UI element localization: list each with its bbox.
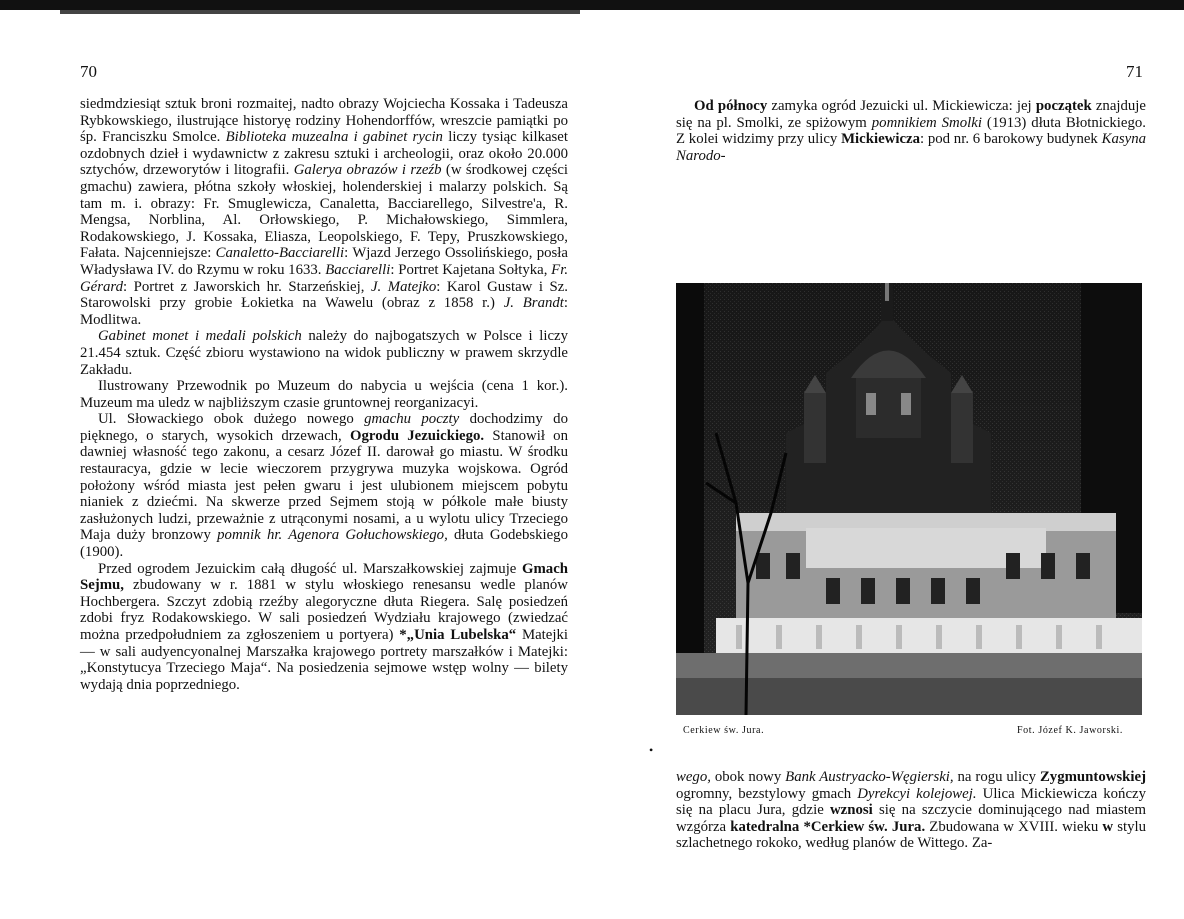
photo-st-george-cathedral — [676, 283, 1142, 715]
print-mark: • — [649, 743, 654, 757]
paragraph-north-side: Od północy zamyka ogród Jezuicki ul. Mickiewicza: jej początek znajduje się na pl. Smolki, ze spiżowym pomnikiem Smolki (1913) dłuta Błotnickiego. Z kolei widzimy przy ulicy Mickiewicza: pod nr. 6 barokowy budynek Kasyna Narodo- — [676, 98, 1146, 164]
paragraph-museum-collections: siedmdziesiąt sztuk broni rozmaitej, nadto obrazy Wojciecha Kossaka i Tadeusza Rybkowskiego, ilustrujące historyę rodziny Hohendorffów, wreszcie pamiątki po śp. Franciszku Smolce. Biblioteka muzealna i gabinet rycin liczy tysiąc kilkaset ozdobnych dzieł i wydawnictw z zakresu sztuki i archeologii, oraz około 20.000 sztychów, drzeworytów i litografii. Galerya obrazów i rzeźb (w środkowej części gmachu) zawiera, płótna szkoły włoskiej, holenderskiej i malarzy polskich. Są tam m. i. obrazy: Fr. Smuglewicza, Canaletta, Bacciarellego, Silvestre'a, R. Mengsa, Norblina, Al. Orłowskiego, P. Michałowskiego, Simmlera, Rodakowskiego, J. Kossaka, Eliasza, Leopolskiego, F. Tepy, Pruszkowskiego, Fałata. Najcenniejsze: Canaletto-Bacciarelli: Wjazd Jerzego Ossolińskiego, posła Władysława IV. do Rzymu w roku 1633. Bacciarelli: Portret Kajetana Sołtyka, Fr. Gérard: Portret z Jaworskich hr. Starzeńskiej, J. Matejko: Karol Gustaw i Sz. Starowolski przy grobie Łokietka na Wawelu (obraz z 1858 r.) J. Brandt: Modlitwa. — [80, 96, 569, 328]
left-page-text — [80, 96, 568, 693]
paragraph-mickiewicza-street: wego, obok nowy Bank Austryacko-Węgierski, na rogu ulicy Zygmuntowskiej ogromny, bezstylowy gmach Dyrekcyi kolejowej. Ulica Mickiewicza kończy się na placu Jura, gdzie wznosi się na szczycie dominującego nad miastem wzgórza katedralna *Cerkiew św. Jura. Zbudowana w XVIII. wieku w stylu szlachetnego rokoko, według planów de Wittego. Za- — [676, 769, 1146, 852]
right-page-text-bottom — [676, 769, 1146, 852]
paragraph-sejm-building: Przed ogrodem Jezuickim całą długość ul. Marszałkowskiej zajmuje Gmach Sejmu, zbudowany w r. 1881 w stylu włoskiego renesansu wedle planów Hochbergera. Szczyt zdobią rzeźby alegoryczne dłuta Riegera. Salę posiedzeń zdobi fryz Rodakowskiego. W sali posiedzeń Wydziału krajowego (zwiedzać można przedpołudniem za zgłoszeniem u portyera) *„Unia Lubelska“ Matejki — w sali audyencyonalnej Marszałka krajowego portrety marszałków i Matejki: „Konstytucya Trzeciego Maja“. Na posiedzenia sejmowe wstęp wolny — bilety wydają dnia poprzedniego. — [80, 560, 568, 693]
right-page-text-top — [676, 98, 1146, 164]
left-page-number: 70 — [80, 62, 97, 81]
photo-caption: Cerkiew św. Jura. — [683, 725, 765, 736]
right-page-number: 71 — [1126, 62, 1143, 81]
paragraph-museum-guide: Ilustrowany Przewodnik po Muzeum do nabycia u wejścia (cena 1 kor.). Muzeum ma uledz w najbliższym czasie gruntownej reorganizacyi. — [80, 378, 568, 411]
scan-edge-top — [0, 0, 1184, 10]
paragraph-coin-cabinet: Gabinet monet i medali polskich należy do najbogatszych w Polsce i liczy 21.454 sztuk. Część zbioru wystawiono na widok publiczny w prawem skrzydle Zakładu. — [80, 328, 568, 378]
paragraph-jesuit-garden: Ul. Słowackiego obok dużego nowego gmachu poczty dochodzimy do pięknego, o starych, wysokich drzewach, Ogrodu Jezuickiego. Stanowił on dawniej własność tego zakonu, a cesarz Józef II. darował go miastu. W środku restauracya, gdzie w lecie wieczorem przygrywa muzyka wojskowa. Ogród położony wśród miasta jest pełen gwaru i jest ulubionem miejscem pobytu nianiek z dziećmi. Na skwerze przed Sejmem stoją w półkole małe biusty zasłużonych ludzi, przeważnie z utrąconymi nosami, a u wylotu ulicy Trzeciego Maja duży bronzowy pomnik hr. Agenora Gołuchowskiego, dłuta Godebskiego (1900). — [80, 411, 568, 561]
photo-credit: Fot. Józef K. Jaworski. — [1017, 725, 1124, 736]
scan-edge-shadow — [60, 10, 580, 14]
